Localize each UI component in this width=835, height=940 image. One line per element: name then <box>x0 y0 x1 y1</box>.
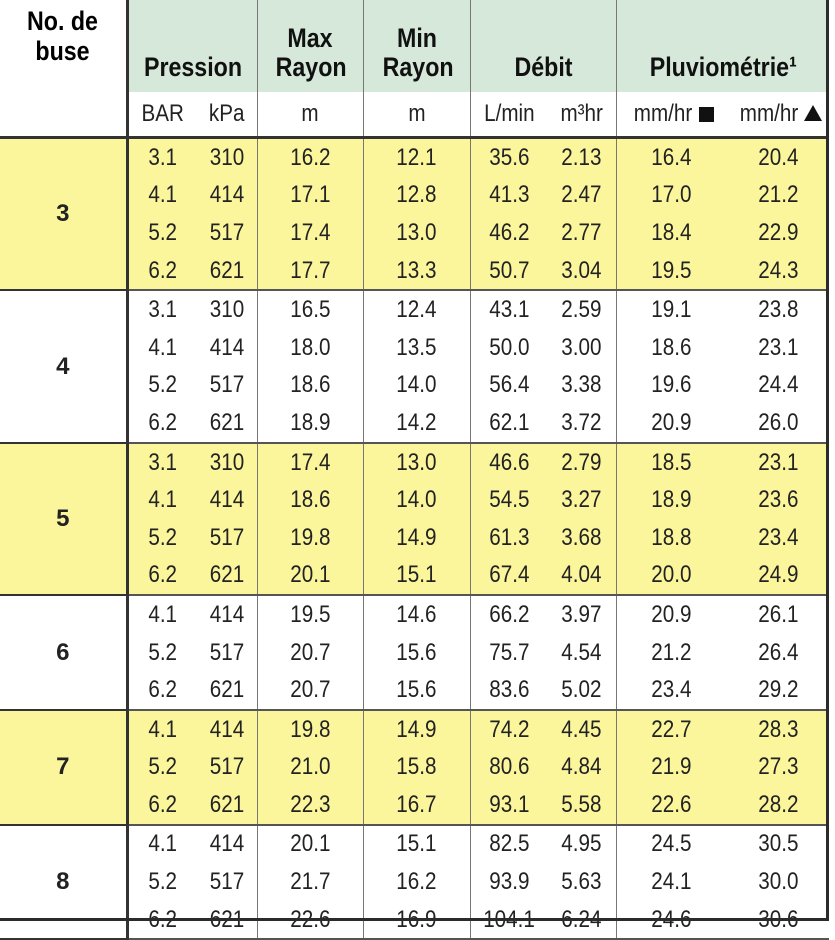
unit-mmhr-square: mm/hr <box>616 92 727 138</box>
nozzle-number: 4 <box>0 290 127 442</box>
table-cell: 24.4 <box>727 367 829 405</box>
table-cell: 23.1 <box>727 443 829 482</box>
table-cell: 517 <box>197 367 257 405</box>
table-cell: 14.0 <box>363 367 470 405</box>
table-cell: 23.4 <box>727 519 829 557</box>
table-cell: 4.1 <box>127 595 197 634</box>
table-cell: 4.54 <box>548 634 616 672</box>
table-cell: 93.9 <box>470 863 548 901</box>
table-cell: 621 <box>197 671 257 710</box>
table-cell: 621 <box>197 404 257 443</box>
table-cell: 3.27 <box>548 481 616 519</box>
table-cell: 18.5 <box>616 443 727 482</box>
table-cell: 17.1 <box>257 177 363 215</box>
unit-min-m: m <box>363 92 470 138</box>
table-cell: 20.9 <box>616 404 727 443</box>
unit-bar: BAR <box>127 92 197 138</box>
table-cell: 13.0 <box>363 214 470 252</box>
table-cell: 35.6 <box>470 138 548 177</box>
table-cell: 3.38 <box>548 367 616 405</box>
table-cell: 3.1 <box>127 138 197 177</box>
unit-mmhr-triangle: mm/hr <box>727 92 829 138</box>
nozzle-number: 6 <box>0 595 127 710</box>
table-cell: 6.2 <box>127 671 197 710</box>
table-cell: 5.2 <box>127 214 197 252</box>
table-row <box>0 825 829 864</box>
header-row <box>0 0 829 92</box>
table-cell: 50.7 <box>470 252 548 291</box>
table-cell: 3.1 <box>127 290 197 329</box>
table-cell: 20.9 <box>616 595 727 634</box>
table-cell: 20.1 <box>257 557 363 596</box>
table-cell: 3.1 <box>127 443 197 482</box>
table-cell: 621 <box>197 901 257 940</box>
table-cell: 15.1 <box>363 557 470 596</box>
table-cell: 16.9 <box>363 901 470 940</box>
table-cell: 66.2 <box>470 595 548 634</box>
table-cell: 20.0 <box>616 557 727 596</box>
table-cell: 4.1 <box>127 710 197 749</box>
nozzle-number: 8 <box>0 825 127 940</box>
table-cell: 22.6 <box>257 901 363 940</box>
table-cell: 27.3 <box>727 749 829 787</box>
table-cell: 18.4 <box>616 214 727 252</box>
table-cell: 80.6 <box>470 749 548 787</box>
table-cell: 61.3 <box>470 519 548 557</box>
table-cell: 15.6 <box>363 671 470 710</box>
table-cell: 18.9 <box>257 404 363 443</box>
table-cell: 20.7 <box>257 634 363 672</box>
table-cell: 4.45 <box>548 710 616 749</box>
table-cell: 74.2 <box>470 710 548 749</box>
table-cell: 4.1 <box>127 481 197 519</box>
table-cell: 12.1 <box>363 138 470 177</box>
max-rayon-header-cell <box>257 0 363 92</box>
table-cell: 23.8 <box>727 290 829 329</box>
table-cell: 13.3 <box>363 252 470 291</box>
table-cell: 414 <box>197 595 257 634</box>
table-cell: 16.7 <box>363 786 470 825</box>
table-cell: 3.72 <box>548 404 616 443</box>
table-cell: 21.2 <box>616 634 727 672</box>
table-cell: 6.2 <box>127 557 197 596</box>
table-cell: 5.02 <box>548 671 616 710</box>
table-cell: 4.1 <box>127 329 197 367</box>
table-cell: 414 <box>197 825 257 864</box>
table-cell: 24.1 <box>616 863 727 901</box>
table-cell: 15.8 <box>363 749 470 787</box>
pluviometrie-header: Pluviométrie¹ <box>631 53 814 82</box>
table-cell: 23.6 <box>727 481 829 519</box>
table-cell: 6.24 <box>548 901 616 940</box>
table-cell: 19.8 <box>257 519 363 557</box>
unit-lmin: L/min <box>470 92 548 138</box>
table-cell: 4.1 <box>127 825 197 864</box>
table-cell: 2.77 <box>548 214 616 252</box>
table-cell: 26.4 <box>727 634 829 672</box>
table-cell: 517 <box>197 749 257 787</box>
table-cell: 30.5 <box>727 825 829 864</box>
table-cell: 16.2 <box>257 138 363 177</box>
table-cell: 19.6 <box>616 367 727 405</box>
min-rayon-header-cell <box>363 0 470 92</box>
table-cell: 14.2 <box>363 404 470 443</box>
table-cell: 30.0 <box>727 863 829 901</box>
table-cell: 414 <box>197 177 257 215</box>
table-cell: 21.0 <box>257 749 363 787</box>
table-cell: 15.1 <box>363 825 470 864</box>
table-cell: 5.2 <box>127 634 197 672</box>
table-cell: 14.6 <box>363 595 470 634</box>
nozzle-header-cell <box>0 0 127 138</box>
table-row <box>0 290 829 329</box>
table-cell: 5.58 <box>548 786 616 825</box>
pression-header: Pression <box>137 53 247 82</box>
triangle-icon <box>804 105 822 121</box>
nozzle-number: 3 <box>0 138 127 291</box>
unit-m3hr: m³hr <box>548 92 616 138</box>
table-cell: 83.6 <box>470 671 548 710</box>
table-cell: 621 <box>197 252 257 291</box>
nozzle-number: 7 <box>0 710 127 825</box>
table-cell: 19.8 <box>257 710 363 749</box>
table-cell: 5.63 <box>548 863 616 901</box>
table-cell: 24.6 <box>616 901 727 940</box>
table-cell: 26.0 <box>727 404 829 443</box>
table-cell: 414 <box>197 710 257 749</box>
table-cell: 16.2 <box>363 863 470 901</box>
table-cell: 24.9 <box>727 557 829 596</box>
max-rayon-header: Max Rayon <box>275 23 347 82</box>
table-cell: 17.4 <box>257 443 363 482</box>
table-cell: 18.6 <box>257 367 363 405</box>
table-cell: 6.2 <box>127 404 197 443</box>
table-cell: 414 <box>197 329 257 367</box>
table-cell: 3.00 <box>548 329 616 367</box>
table-cell: 5.2 <box>127 749 197 787</box>
table-cell: 2.59 <box>548 290 616 329</box>
min-rayon-header: Min Rayon <box>382 23 454 82</box>
table-cell: 13.0 <box>363 443 470 482</box>
table-cell: 18.6 <box>257 481 363 519</box>
table-cell: 22.7 <box>616 710 727 749</box>
table-cell: 82.5 <box>470 825 548 864</box>
table-cell: 23.4 <box>616 671 727 710</box>
table-cell: 621 <box>197 786 257 825</box>
table-cell: 310 <box>197 290 257 329</box>
table-cell: 24.3 <box>727 252 829 291</box>
table-cell: 30.6 <box>727 901 829 940</box>
table-row <box>0 138 829 177</box>
table-cell: 20.7 <box>257 671 363 710</box>
table-cell: 13.5 <box>363 329 470 367</box>
table-cell: 21.7 <box>257 863 363 901</box>
table-cell: 56.4 <box>470 367 548 405</box>
nozzle-number: 5 <box>0 443 127 595</box>
table-cell: 20.1 <box>257 825 363 864</box>
table-cell: 3.68 <box>548 519 616 557</box>
table-cell: 18.0 <box>257 329 363 367</box>
table-cell: 28.2 <box>727 786 829 825</box>
table-row <box>0 595 829 634</box>
table-cell: 16.4 <box>616 138 727 177</box>
table-cell: 14.9 <box>363 519 470 557</box>
table-cell: 22.3 <box>257 786 363 825</box>
table-cell: 22.6 <box>616 786 727 825</box>
table-cell: 3.97 <box>548 595 616 634</box>
table-row <box>0 710 829 749</box>
table-cell: 67.4 <box>470 557 548 596</box>
table-cell: 62.1 <box>470 404 548 443</box>
table-cell: 414 <box>197 481 257 519</box>
table-cell: 93.1 <box>470 786 548 825</box>
table-cell: 18.8 <box>616 519 727 557</box>
table-cell: 3.04 <box>548 252 616 291</box>
table-cell: 19.1 <box>616 290 727 329</box>
table-cell: 310 <box>197 138 257 177</box>
unit-kpa: kPa <box>197 92 257 138</box>
table-cell: 46.6 <box>470 443 548 482</box>
table-cell: 4.04 <box>548 557 616 596</box>
table-cell: 4.95 <box>548 825 616 864</box>
table-cell: 4.1 <box>127 177 197 215</box>
table-row <box>0 443 829 482</box>
table-cell: 517 <box>197 214 257 252</box>
table-cell: 15.6 <box>363 634 470 672</box>
nozzle-header: No. de buse <box>27 6 99 66</box>
table-cell: 21.2 <box>727 177 829 215</box>
table-cell: 517 <box>197 863 257 901</box>
table-cell: 6.2 <box>127 901 197 940</box>
table-cell: 14.0 <box>363 481 470 519</box>
pression-header-cell <box>127 0 257 92</box>
table-cell: 310 <box>197 443 257 482</box>
table-cell: 517 <box>197 634 257 672</box>
table-cell: 17.7 <box>257 252 363 291</box>
table-cell: 12.4 <box>363 290 470 329</box>
table-cell: 23.1 <box>727 329 829 367</box>
table-cell: 24.5 <box>616 825 727 864</box>
table-cell: 18.6 <box>616 329 727 367</box>
table-cell: 29.2 <box>727 671 829 710</box>
table-cell: 4.84 <box>548 749 616 787</box>
table-cell: 6.2 <box>127 252 197 291</box>
table-cell: 621 <box>197 557 257 596</box>
unit-max-m: m <box>257 92 363 138</box>
table-cell: 17.4 <box>257 214 363 252</box>
table-cell: 28.3 <box>727 710 829 749</box>
table-cell: 2.13 <box>548 138 616 177</box>
table-cell: 104.1 <box>470 901 548 940</box>
table-cell: 75.7 <box>470 634 548 672</box>
table-cell: 41.3 <box>470 177 548 215</box>
table-cell: 26.1 <box>727 595 829 634</box>
pluviometrie-header-cell <box>616 0 829 92</box>
table-cell: 5.2 <box>127 367 197 405</box>
table-cell: 19.5 <box>257 595 363 634</box>
table-cell: 517 <box>197 519 257 557</box>
table-cell: 12.8 <box>363 177 470 215</box>
table-cell: 19.5 <box>616 252 727 291</box>
table-cell: 21.9 <box>616 749 727 787</box>
debit-header: Débit <box>481 53 606 82</box>
table-cell: 50.0 <box>470 329 548 367</box>
table-cell: 20.4 <box>727 138 829 177</box>
table-cell: 54.5 <box>470 481 548 519</box>
table-cell: 2.47 <box>548 177 616 215</box>
debit-header-cell <box>470 0 616 92</box>
table-cell: 18.9 <box>616 481 727 519</box>
table-cell: 14.9 <box>363 710 470 749</box>
square-icon <box>699 107 714 122</box>
table-cell: 16.5 <box>257 290 363 329</box>
table-cell: 43.1 <box>470 290 548 329</box>
table-cell: 17.0 <box>616 177 727 215</box>
table-cell: 2.79 <box>548 443 616 482</box>
table-cell: 22.9 <box>727 214 829 252</box>
table-cell: 6.2 <box>127 786 197 825</box>
table-cell: 5.2 <box>127 519 197 557</box>
table-cell: 5.2 <box>127 863 197 901</box>
table-cell: 46.2 <box>470 214 548 252</box>
